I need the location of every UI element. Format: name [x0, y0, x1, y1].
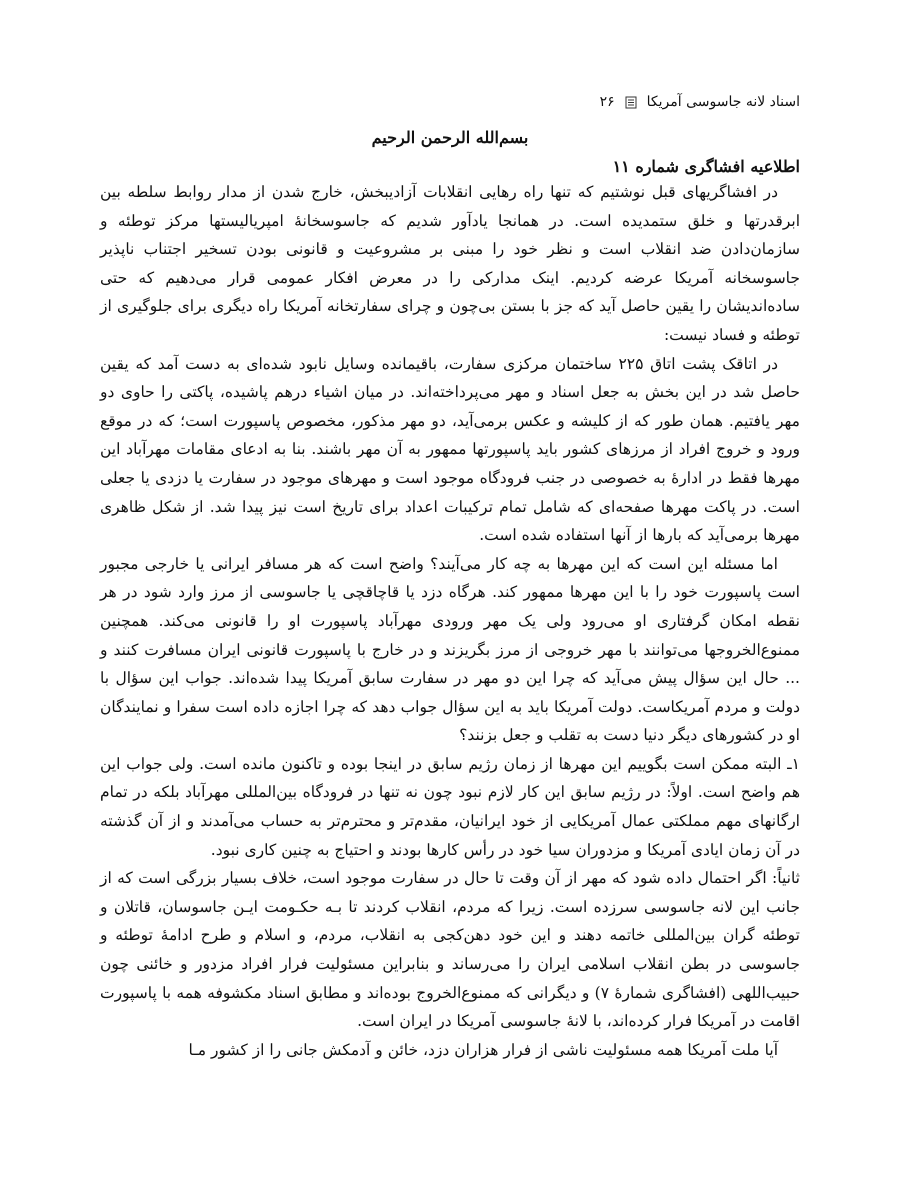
paragraph-closing: آیا ملت آمریکا همه مسئولیت ناشی از فرار هزاران دزد، خائن و آدمکش جانی را از کشور مـا	[188, 1040, 778, 1059]
paragraph-stamps-found: در اتاقک پشت اتاق ۲۲۵ ساختمان مرکزی سفارت، باقیمانده وسایل نابود شده‌ای به دست آمد که یقین حاصل شد در این بخش به جعل اسناد و مهر می‌پرداخته‌اند. در میان اشیاء درهم پاشیده، پاکتی را حاوی دو مهر یافتیم. همان طور که از کلیشه و عکس برمی‌آید، دو مهر مذکور، مخصوص پاسپورت است؛ که در موقع ورود و خروج افراد از مرزهای کشور باید پاسپورتها ممهور به آن مهر باشند. بنا به ادعای مقامات مهرآباد این مهرها فقط در ادارهٔ به خصوصی در جنب فرودگاه موجود است و مهرهای موجود در سفارت یا دزدی یا جعلی است. در پاکت مهرها صفحه‌ای که شامل تمام ترکیبات اعداد برای تاریخ است نیز پیدا شد. از شکل ظاهری مهرها برمی‌آید که بارها از آنها استفاده شده است.	[100, 354, 800, 545]
paragraph-point-one: ۱ـ البته ممکن است بگوییم این مهرها از زمان رژیم سابق در اینجا بوده و تاکنون مانده است. ولی جواب این هم واضح است. اولاً: در رژیم سابق این کار لازم نبود چون نه تنها در فرودگاه بین‌المللی مهرآباد بلکه در تمام ارگانهای مهم مملکتی عمال آمریکایی از خود ایرانیان، مقدم‌تر و محترم‌تر به حساب می‌آمدند و از آن گذشته در آن زمان ایادی آمریکا و مزدوران سیا خود در رأس کارها بودند و احتیاج به چنین کاری نبود.	[100, 754, 800, 859]
paragraph-question: اما مسئله این است که این مهرها به چه کار می‌آیند؟ واضح است که هر مسافر ایرانی یا خارجی مجبور است پاسپورت خود را با این مهرها ممهور کند. هرگاه دزد یا قاچاقچی یا جاسوسی از مرز وارد شود در هر نقطه امکان گرفتاری او می‌رود ولی یک مهر ورودی مهرآباد پاسپورت او را قانونی می‌کند. همچنین ممنوع‌الخروجها می‌توانند با مهر خروجی از مرز بگریزند و در خارج با پاسپورت قانونی ایران مسافرت کنند و ... حال این سؤال پیش می‌آید که چرا این دو مهر در سفارت سابق آمریکا پیدا شده‌اند. جواب این سؤال با دولت و مردم آمریکاست. دولت آمریکا باید به این سؤال جواب دهد که چرا اجازه داده است سفرا و نمایندگان او در کشورهای دیگر دنیا دست به تقلب و جعل بزنند؟	[100, 554, 800, 745]
page-number: ۲۶	[599, 94, 615, 110]
paragraph-intro: در افشاگریهای قبل نوشتیم که تنها راه رهایی انقلابات آزادیبخش، خارج شدن از مدار روابط سلطه بین ابرقدرتها و خلق ستمدیده است. در همانجا یادآور شدیم که جاسوسخانهٔ امپریالیستها مرکز توطئه و سازمان‌دادن ضد انقلاب است و نظر خود را مبنی بر مشروعیت و قانونی بودن تسخیر اجتناب ناپذیر جاسوسخانه آمریکا عرضه کردیم. اینک مدارکی را در معرض افکار عمومی قرار می‌دهیم که حتی ساده‌اندیشان را یقین حاصل آید که جز با بستن بی‌چون و چرای سفارتخانه آمریکا راه دیگری برای جلوگیری از توطئه و فساد نیست:	[100, 183, 800, 344]
paragraph-point-two: ثانیاً: اگر احتمال داده شود که مهر از آن وقت تا حال در سفارت موجود است، خلاف بسیار بزرگی است که از جانب این لانه جاسوسی سرزده است. زیرا که مردم، انقلاب کردند تا بـه حکـومت ایـن جاسوسان، قاتلان و توطئه گران بین‌المللی خاتمه دهند و این خود دهن‌کجی به انقلاب، مردم، و اسلام و طرح ادامهٔ توطئه و جاسوسی در بطن انقلاب اسلامی ایران را می‌رساند و بنابراین مسئولیت فرار افراد مزدور و خائنی چون حبیب‌اللهی (افشاگری شمارهٔ ۷) و دیگرانی که ممنوع‌الخروج بوده‌اند و مطابق اسناد مکشوفه همه با پاسپورت اقامت در آمریکا فرار کرده‌اند، با لانهٔ جاسوسی آمریکا در ایران است.	[100, 869, 800, 1031]
running-header	[100, 90, 800, 114]
notice-title: اطلاعیه افشاگری شماره ۱۱	[612, 157, 800, 176]
body-text	[100, 178, 800, 1064]
running-title: اسناد لانه جاسوسی آمریکا	[646, 94, 800, 110]
basmala-heading: بسم‌الله الرحمن الرحیم	[371, 128, 529, 147]
book-icon	[625, 96, 637, 109]
